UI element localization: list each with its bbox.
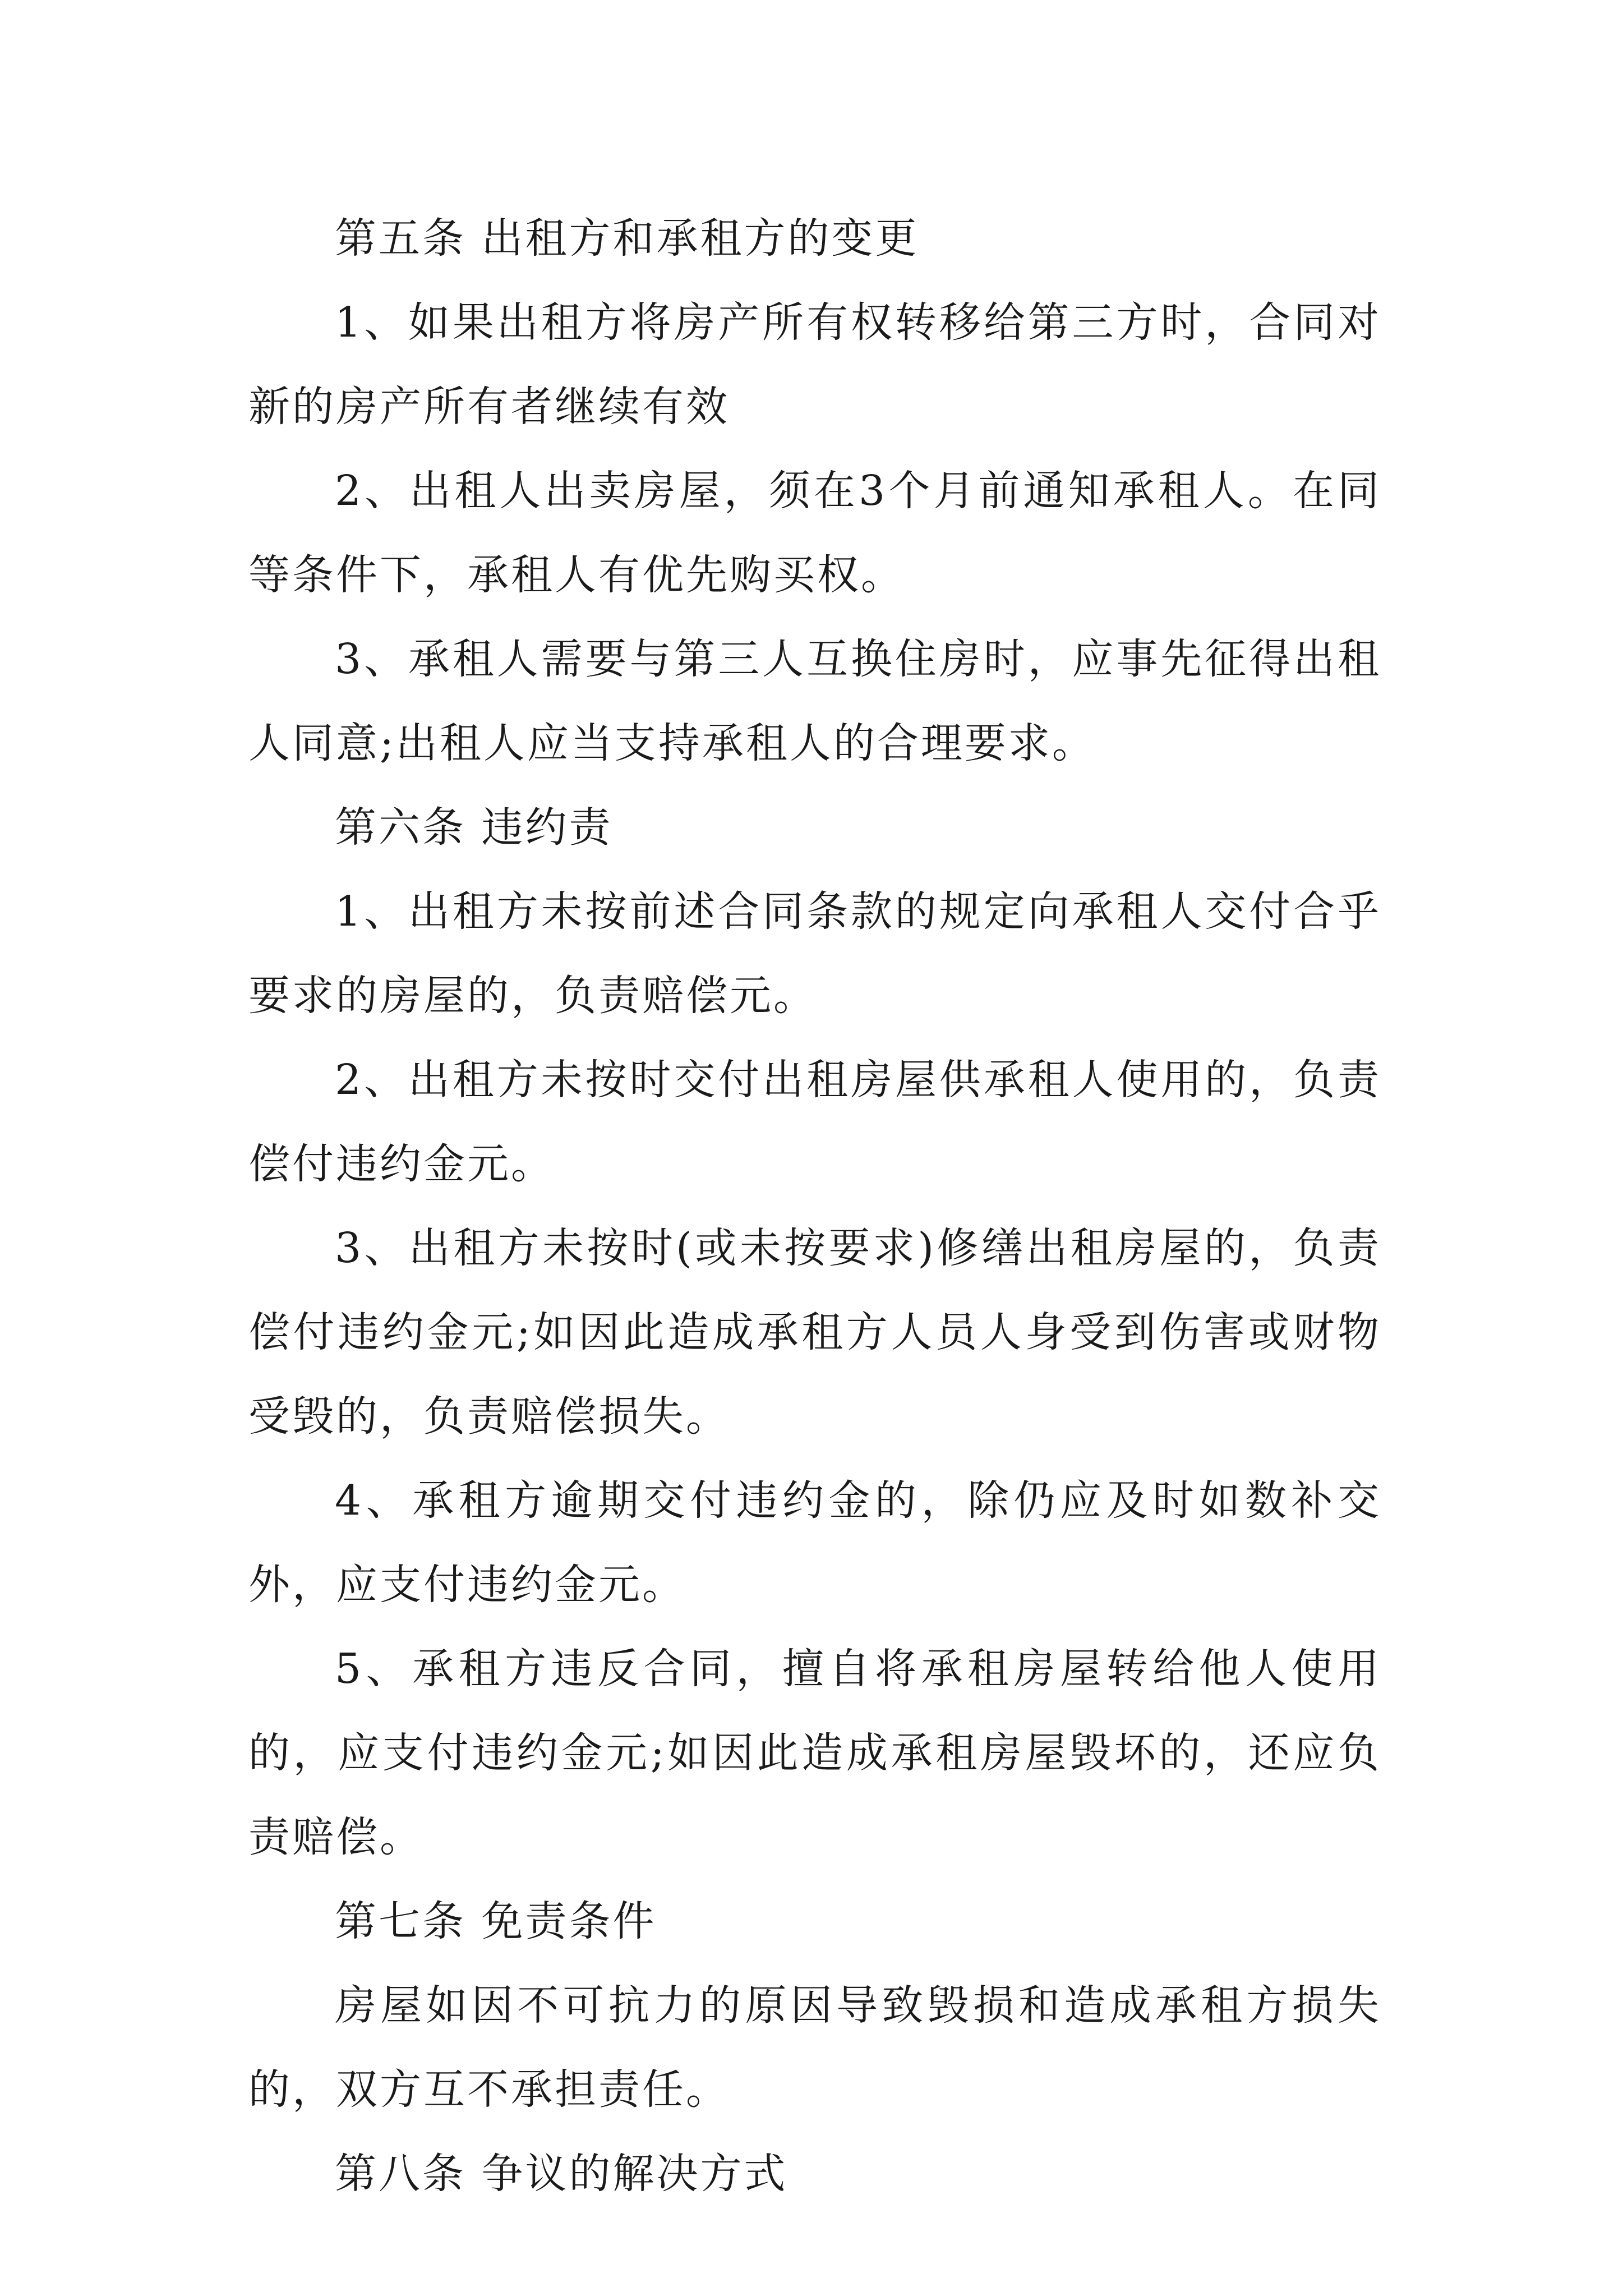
article-6-heading: 第六条 违约责 [335,803,613,852]
article-5-clause-2: 2、出租人出卖房屋，须在3个月前通知承租人。在同等条件下，承租人有优先购买权。 [248,467,1381,599]
article-6-clause-4: 4、承租方逾期交付违约金的，除仍应及时如数补交外，应支付违约金元。 [248,1476,1381,1609]
article-6-clause-5: 5、承租方违反合同，擅自将承租房屋转给他人使用的，应支付违约金元;如因此造成承租房屋毁坏的，还应负责赔偿。 [248,1645,1381,1861]
article-5-clause-3: 3、承租人需要与第三人互换住房时，应事先征得出租人同意;出租人应当支持承租人的合理要求。 [248,635,1381,767]
article-5-clause-1: 1、如果出租方将房产所有权转移给第三方时，合同对新的房产所有者继续有效 [248,298,1381,431]
article-7-body: 房屋如因不可抗力的原因导致毁损和造成承租方损失的，双方互不承担责任。 [248,1981,1381,2114]
article-7-heading: 第七条 免责条件 [335,1897,657,1945]
article-6-clause-3: 3、出租方未按时(或未按要求)修缮出租房屋的，负责偿付违约金元;如因此造成承租方人员人身受到伤害或财物受毁的，负责赔偿损失。 [248,1224,1381,1441]
article-6-clause-1: 1、出租方未按前述合同条款的规定向承租人交付合乎要求的房屋的，负责赔偿元。 [248,887,1381,1020]
article-6-clause-2: 2、出租方未按时交付出租房屋供承租人使用的，负责偿付违约金元。 [248,1056,1381,1188]
article-8-heading: 第八条 争议的解决方式 [335,2150,788,2198]
article-5-heading: 第五条 出租方和承租方的变更 [335,214,919,263]
document-body [248,196,1381,2216]
